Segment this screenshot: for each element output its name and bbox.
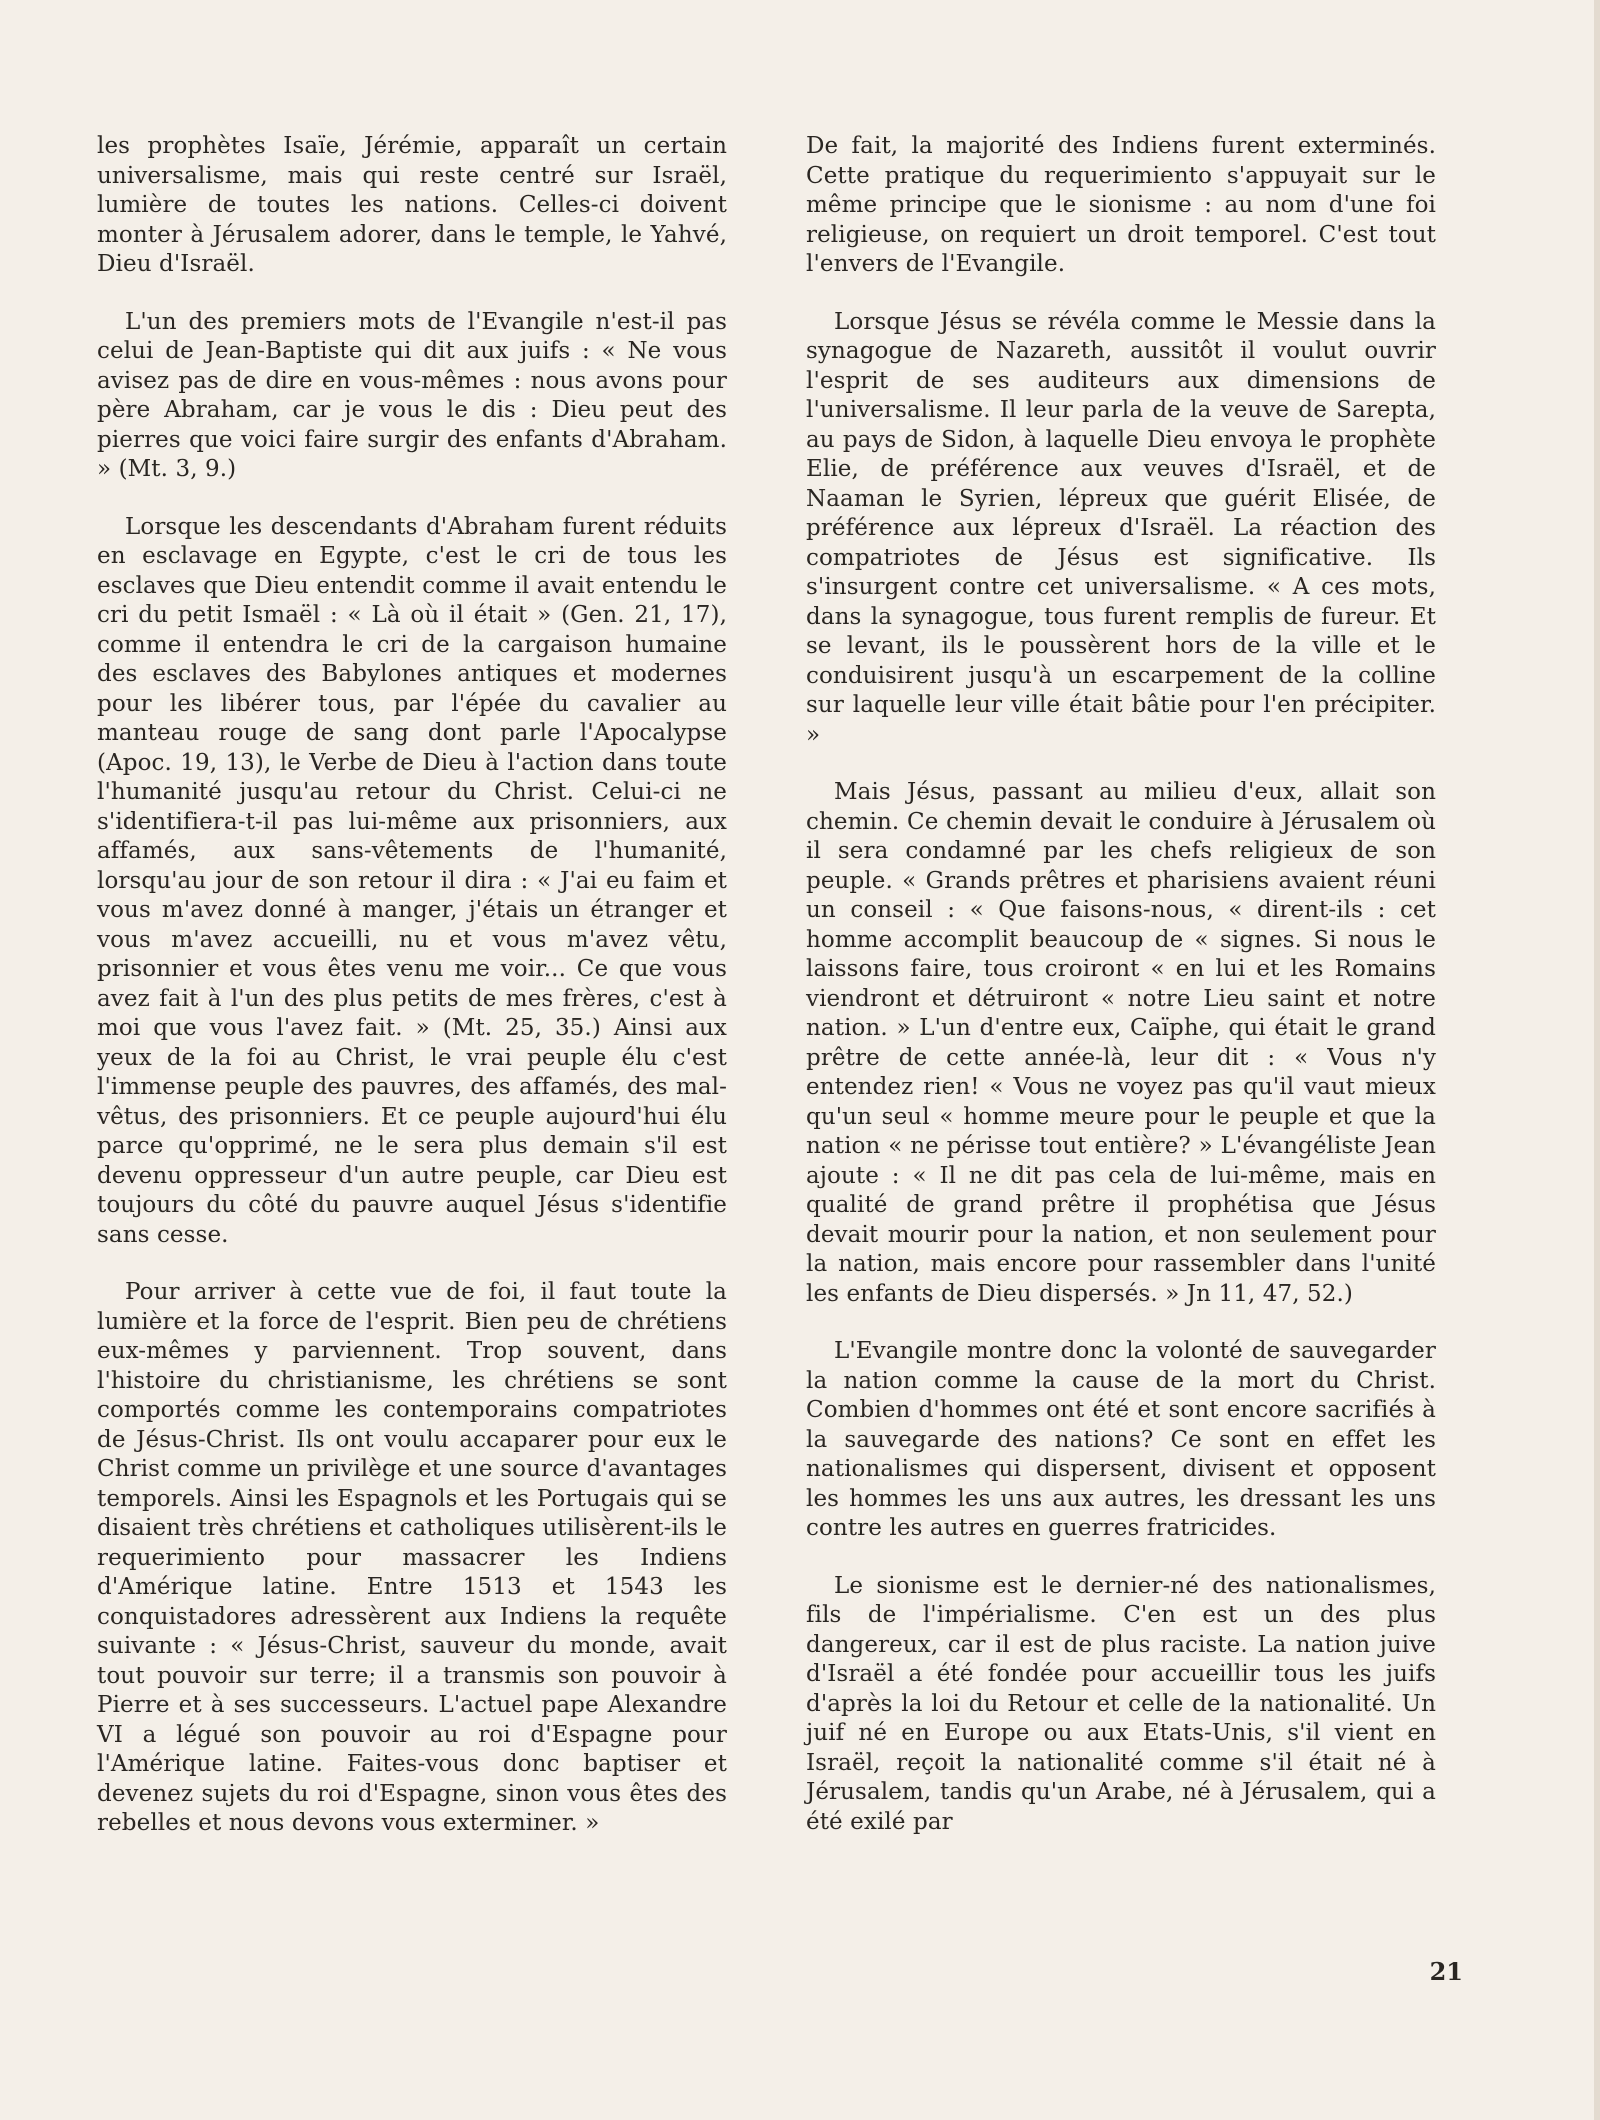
paragraph: L'un des premiers mots de l'Evangile n'est-il pas celui de Jean-Baptiste qui dit aux juifs : « Ne vous avisez pas de dire en vous-mêmes : nous avons pour père Abraham, car je vous le dis : Dieu peut des pierres que voici faire surgir des enfants d'Abraham. » (Mt. 3, 9.) xyxy=(97,308,727,482)
page-edge xyxy=(1594,0,1600,2120)
left-column xyxy=(97,132,727,1839)
paragraph: De fait, la majorité des Indiens furent exterminés. Cette pratique du requerimiento s'appuyait sur le même principe que le sionisme : au nom d'une foi religieuse, on requiert un droit temporel. C'est tout l'envers de l'Evangile. xyxy=(806,133,1436,277)
page-number: 21 xyxy=(1429,1957,1463,1986)
paragraph: Lorsque Jésus se révéla comme le Messie dans la synagogue de Nazareth, aussitôt il voulut ouvrir l'esprit de ses auditeurs aux dimensions de l'universalisme. Il leur parla de la veuve de Sarepta, au pays de Sidon, à laquelle Dieu envoya le prophète Elie, de préférence aux veuves d'Israël, et de Naaman le Syrien, lépreux que guérit Elisée, de préférence aux lépreux d'Israël. La réaction des compatriotes de Jésus est significative. Ils s'insurgent contre cet universalisme. « A ces mots, dans la synagogue, tous furent remplis de fureur. Et se levant, ils le poussèrent hors de la ville et le conduisirent jusqu'à un escarpement de la colline sur laquelle leur ville était bâtie pour l'en précipiter. » xyxy=(806,308,1436,748)
paragraph: les prophètes Isaïe, Jérémie, apparaît un certain universalisme, mais qui reste centré sur Israël, lumière de toutes les nations. Celles-ci doivent monter à Jérusalem adorer, dans le temple, le Yahvé, Dieu d'Israël. xyxy=(97,133,727,277)
paragraph: Pour arriver à cette vue de foi, il faut toute la lumière et la force de l'esprit. Bien peu de chrétiens eux-mêmes y parviennent. Trop souvent, dans l'histoire du christianisme, les chrétiens se sont comportés comme les contemporains compatriotes de Jésus-Christ. Ils ont voulu accaparer pour eux le Christ comme un privilège et une source d'avantages temporels. Ainsi les Espagnols et les Portugais qui se disaient très chrétiens et catholiques utilisèrent-ils le requerimiento pour massacrer les Indiens d'Amérique latine. Entre 1513 et 1543 les conquistadores adressèrent aux Indiens la requête suivante : « Jésus-Christ, sauveur du monde, avait tout pouvoir sur terre; il a transmis son pouvoir à Pierre et à ses successeurs. L'actuel pape Alexandre VI a légué son pouvoir au roi d'Espagne pour l'Amérique latine. Faites-vous donc baptiser et devenez sujets du roi d'Espagne, sinon vous êtes des rebelles et nous devons vous exterminer. » xyxy=(97,1279,727,1836)
paragraph: L'Evangile montre donc la volonté de sauvegarder la nation comme la cause de la mort du Christ. Combien d'hommes ont été et sont encore sacrifiés à la sauvegarde des nations? Ce sont en effet les nationalismes qui dispersent, divisent et opposent les hommes les uns aux autres, les dressant les uns contre les autres en guerres fratricides. xyxy=(806,1338,1436,1541)
paragraph: Lorsque les descendants d'Abraham furent réduits en esclavage en Egypte, c'est le cri de tous les esclaves que Dieu entendit comme il avait entendu le cri du petit Ismaël : « Là où il était » (Gen. 21, 17), comme il entendra le cri de la cargaison humaine des esclaves des Babylones antiques et modernes pour les libérer tous, par l'épée du cavalier au manteau rouge de sang dont parle l'Apocalypse (Apoc. 19, 13), le Verbe de Dieu à l'action dans toute l'humanité jusqu'au retour du Christ. Celui-ci ne s'identifiera-t-il pas lui-même aux prisonniers, aux affamés, aux sans-vêtements de l'humanité, lorsqu'au jour de son retour il dira : « J'ai eu faim et vous m'avez donné à manger, j'étais un étranger et vous m'avez accueilli, nu et vous m'avez vêtu, prisonnier et vous êtes venu me voir... Ce que vous avez fait à l'un des plus petits de mes frères, c'est à moi que vous l'avez fait. » (Mt. 25, 35.) Ainsi aux yeux de la foi au Christ, le vrai peuple élu c'est l'immense peuple des pauvres, des affamés, des mal-vêtus, des prisonniers. Et ce peuple aujourd'hui élu parce qu'opprimé, ne le sera plus demain s'il est devenu oppresseur d'un autre peuple, car Dieu est toujours du côté du pauvre auquel Jésus s'identifie sans cesse. xyxy=(97,513,727,1248)
right-column xyxy=(806,132,1436,1837)
paragraph: Mais Jésus, passant au milieu d'eux, allait son chemin. Ce chemin devait le conduire à Jérusalem où il sera condamné par les chefs religieux de son peuple. « Grands prêtres et pharisiens avaient réuni un conseil : « Que faisons-nous, « dirent-ils : cet homme accomplit beaucoup de « signes. Si nous le laissons faire, tous croiront « en lui et les Romains viendront et détruiront « notre Lieu saint et notre nation. » L'un d'entre eux, Caïphe, qui était le grand prêtre de cette année-là, leur dit : « Vous n'y entendez rien! « Vous ne voyez pas qu'il vaut mieux qu'un seul « homme meure pour le peuple et que la nation « ne périsse tout entière? » L'évangéliste Jean ajoute : « Il ne dit pas cela de lui-même, mais en qualité de grand prêtre il prophétisa que Jésus devait mourir pour la nation, et non seulement pour la nation, mais encore pour rassembler dans l'unité les enfants de Dieu dispersés. » Jn 11, 47, 52.) xyxy=(806,779,1436,1307)
paragraph: Le sionisme est le dernier-né des nationalismes, fils de l'impérialisme. C'en est un des plus dangereux, car il est de plus raciste. La nation juive d'Israël a été fondée pour accueillir tous les juifs d'après la loi du Retour et celle de la nationalité. Un juif né en Europe ou aux Etats-Unis, s'il vient en Israël, reçoit la nationalité comme s'il était né à Jérusalem, tandis qu'un Arabe, né à Jérusalem, qui a été exilé par xyxy=(806,1572,1436,1835)
